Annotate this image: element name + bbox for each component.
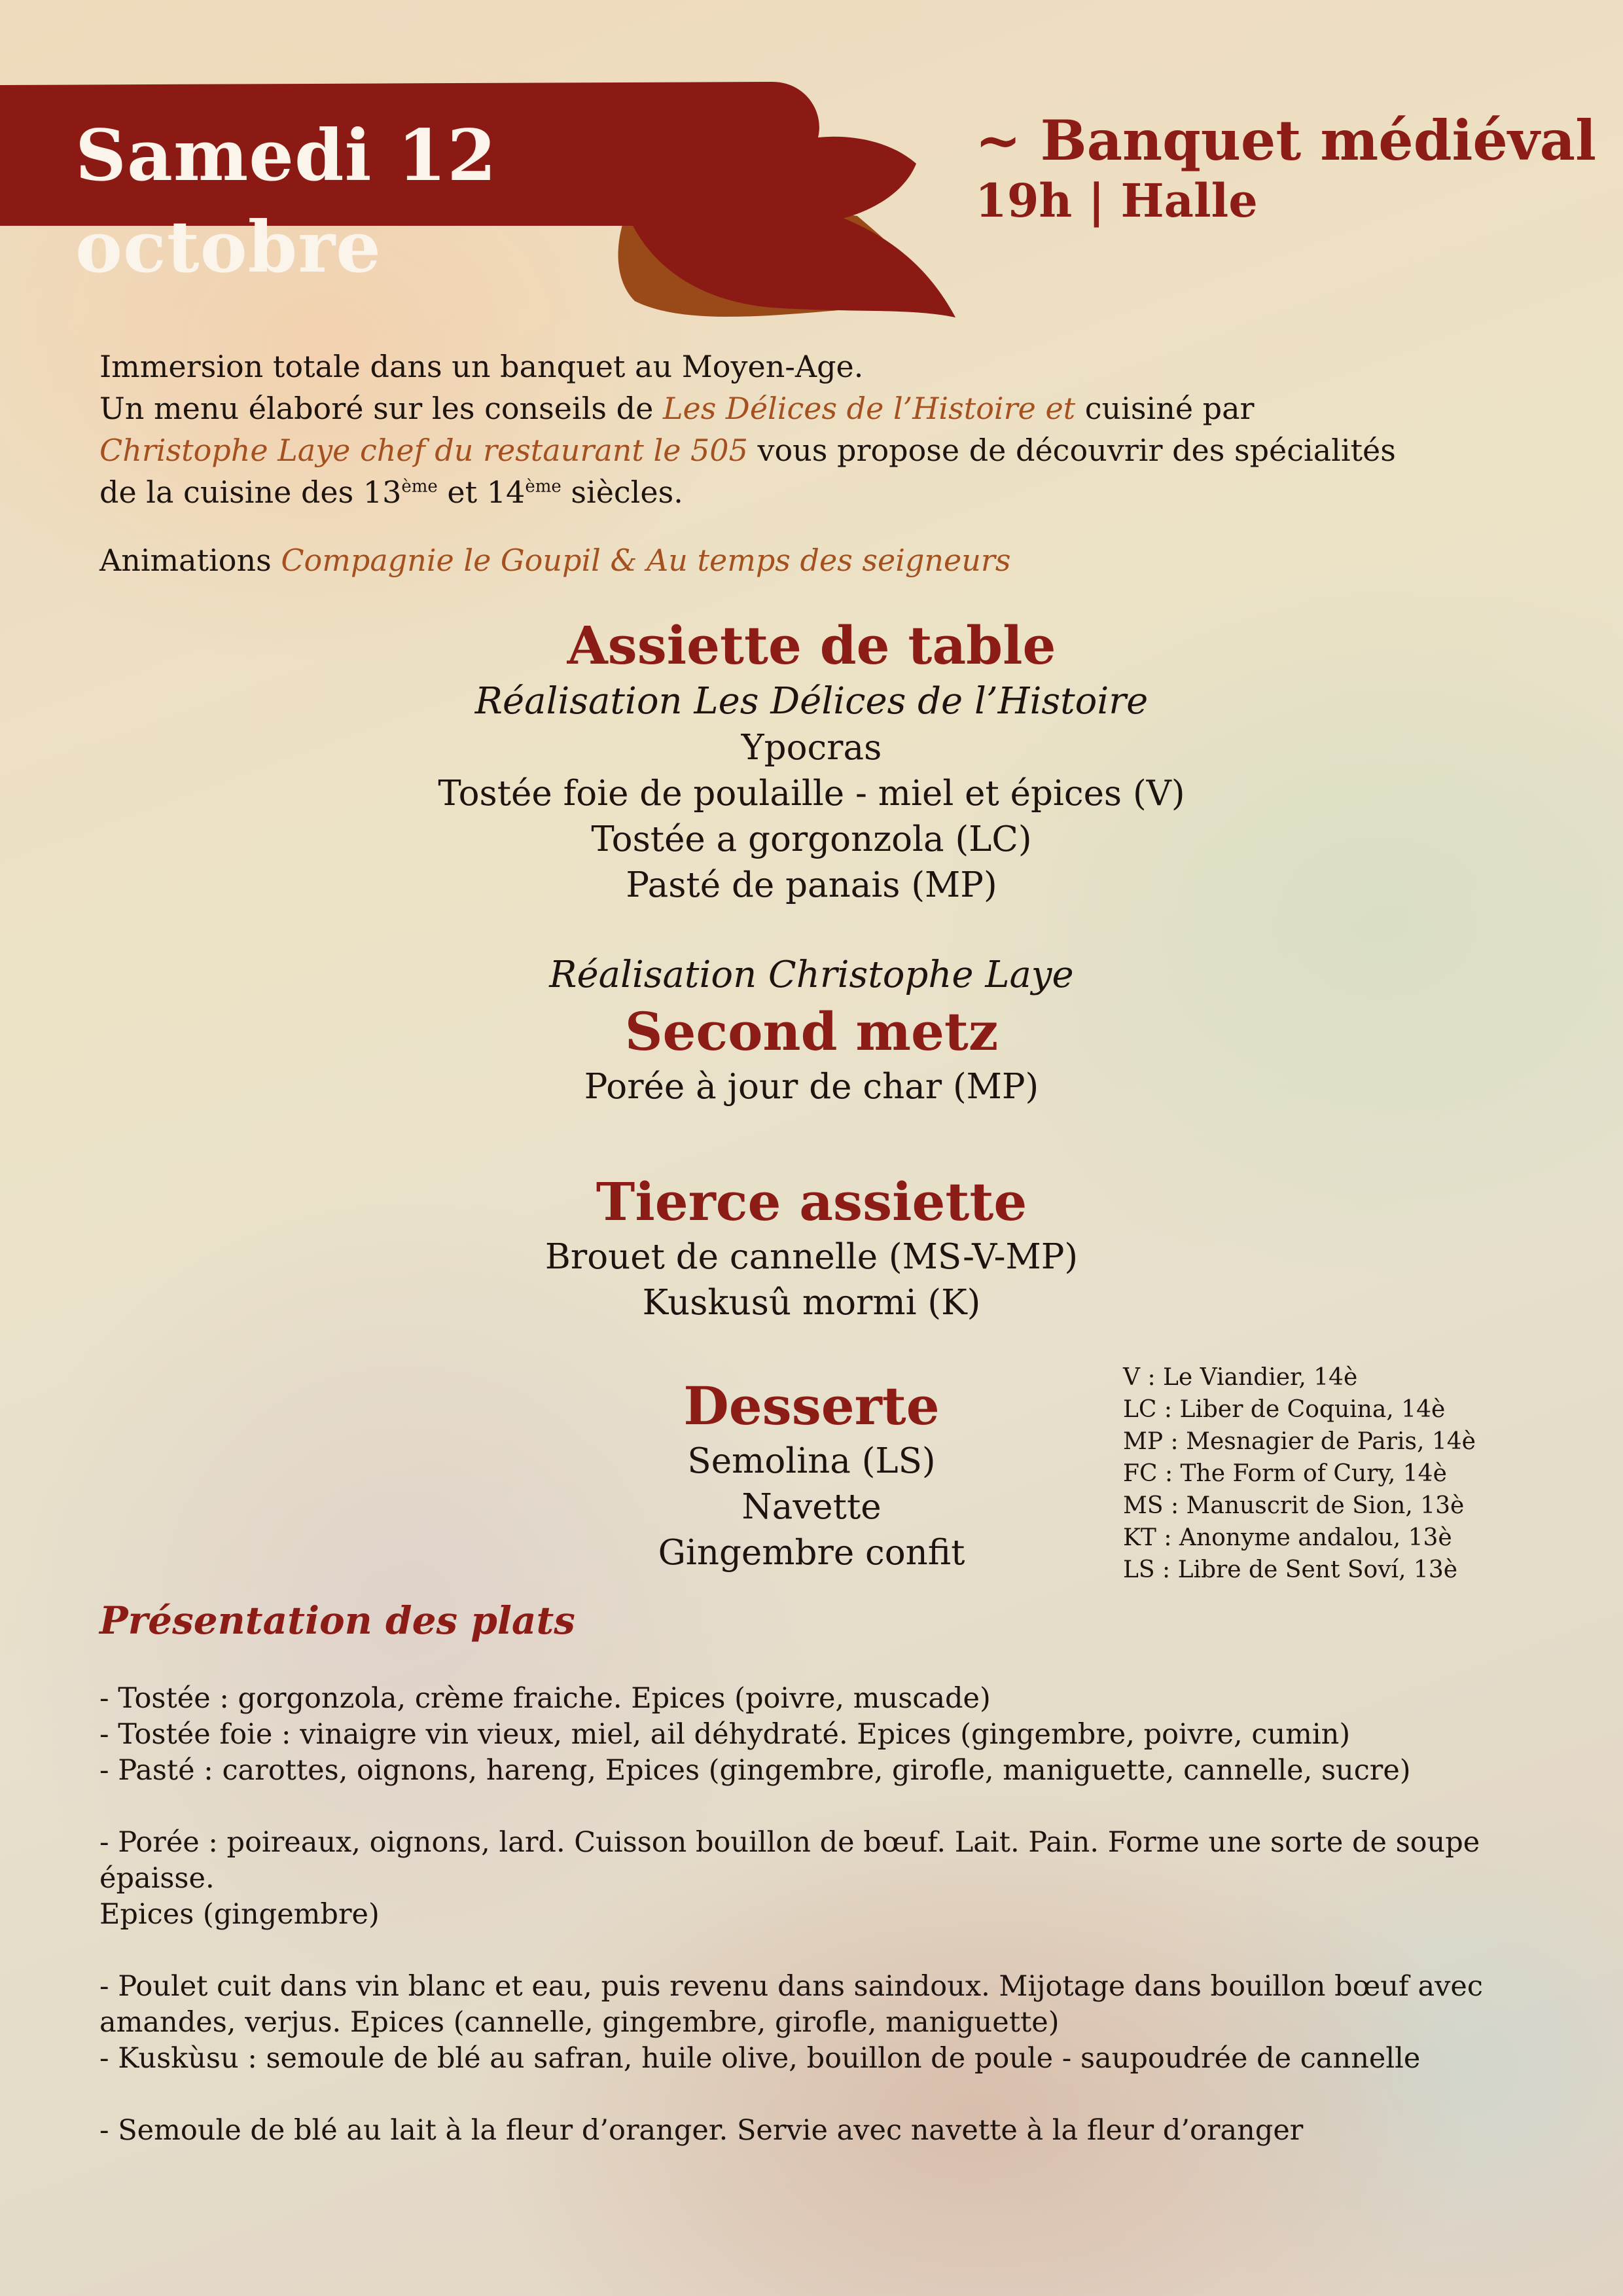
legend-entry: MP : Mesnagier de Paris, 14è [1123,1428,1476,1455]
presentation-line: - Porée : poireaux, oignons, lard. Cuisson bouillon de bœuf. Lait. Pain. Forme une sorte de soupe [99,1826,1480,1859]
menu-item: Navette [741,1487,882,1527]
menu-section-desserte [524,1373,1099,1576]
intro-line [99,471,1539,513]
menu-section-second [0,952,1623,1110]
menu-item: Gingembre confit [658,1533,965,1573]
legend-entry: KT : Anonyme andalou, 13è [1123,1524,1452,1551]
animations-line [99,539,1539,581]
legend-entry: LC : Liber de Coquina, 14è [1123,1396,1446,1423]
legend-entry: LS : Libre de Sent Soví, 13è [1123,1556,1458,1583]
menu-item: Brouet de cannelle (MS-V-MP) [544,1237,1079,1277]
spacer [99,2077,1539,2113]
chef-name: Christophe Laye chef du restaurant le 505 [99,433,748,468]
intro-text: cuisiné par [1075,391,1255,426]
presentation-body [99,1681,1539,2149]
menu-item: Pasté de panais (MP) [626,865,997,905]
superscript: ème [525,476,562,497]
partner-name: Les Délices de l’Histoire et [662,391,1076,426]
section-heading: Tierce assiette [596,1171,1027,1232]
animations-value: Compagnie le Goupil & Au temps des seigneurs [281,543,1011,578]
section-credit: Réalisation Christophe Laye [549,954,1074,996]
intro-text: Un menu élaboré sur les conseils de [99,391,663,426]
intro-text: siècles. [561,475,683,510]
section-heading: Assiette de table [567,615,1056,676]
menu-item: Kuskusû mormi (K) [642,1283,981,1323]
spacer [99,1933,1539,1969]
menu-item: Porée à jour de char (MP) [584,1067,1039,1107]
menu-item: Semolina (LS) [687,1441,936,1481]
menu-item: Tostée foie de poulaille - miel et épices (V) [438,774,1185,814]
menu-item: Ypocras [741,728,882,768]
menu-section-assiette [0,613,1623,908]
section-heading: Second metz [624,1001,999,1062]
spacer [99,1789,1539,1825]
presentation-line: Epices (gingembre) [99,1898,380,1931]
event-title: ~ Banquet médiéval [975,108,1596,173]
intro-text: de la cuisine des 13 [99,475,402,510]
superscript: ème [401,476,438,497]
legend-entry: MS : Manuscrit de Sion, 13è [1123,1492,1465,1519]
intro-paragraph [99,346,1539,513]
legend-entry: V : Le Viandier, 14è [1123,1364,1358,1391]
source-legend [1123,1361,1594,1586]
animations-label: Animations [99,543,281,578]
section-credit: Réalisation Les Délices de l’Histoire [474,680,1149,723]
intro-line [99,387,1539,429]
presentation-line: amandes, verjus. Epices (cannelle, gingembre, girofle, maniguette) [99,2006,1060,2039]
section-heading: Desserte [683,1375,940,1437]
presentation-line: - Pasté : carottes, oignons, hareng, Epices (gingembre, girofle, maniguette, cannelle, sucre) [99,1754,1411,1787]
presentation-title: Présentation des plats [99,1598,575,1643]
presentation-line: - Tostée foie : vinaigre vin vieux, miel, ail déhydraté. Epices (gingembre, poivre, cumin) [99,1718,1351,1751]
legend-entry: FC : The Form of Cury, 14è [1123,1460,1447,1487]
banner-date: Samedi 12 octobre [75,115,497,289]
presentation-line: - Poulet cuit dans vin blanc et eau, puis revenu dans saindoux. Mijotage dans bouillon bœuf avec [99,1970,1483,2003]
presentation-line: - Tostée : gorgonzola, crème fraiche. Epices (poivre, muscade) [99,1682,991,1715]
presentation-line: - Semoule de blé au lait à la fleur d’oranger. Servie avec navette à la fleur d’oranger [99,2114,1304,2147]
intro-text: vous propose de découvrir des spécialités [747,433,1396,468]
menu-section-tierce [0,1169,1623,1326]
event-time: 19h | Halle [975,173,1258,228]
presentation-line: épaisse. [99,1862,215,1895]
intro-text: et 14 [437,475,526,510]
presentation-line: - Kuskùsu : semoule de blé au safran, huile olive, bouillon de poule - saupoudrée de cannelle [99,2042,1421,2075]
menu-item: Tostée a gorgonzola (LC) [591,819,1032,859]
intro-line [99,429,1539,471]
intro-line: Immersion totale dans un banquet au Moyen-Age. [99,349,864,384]
